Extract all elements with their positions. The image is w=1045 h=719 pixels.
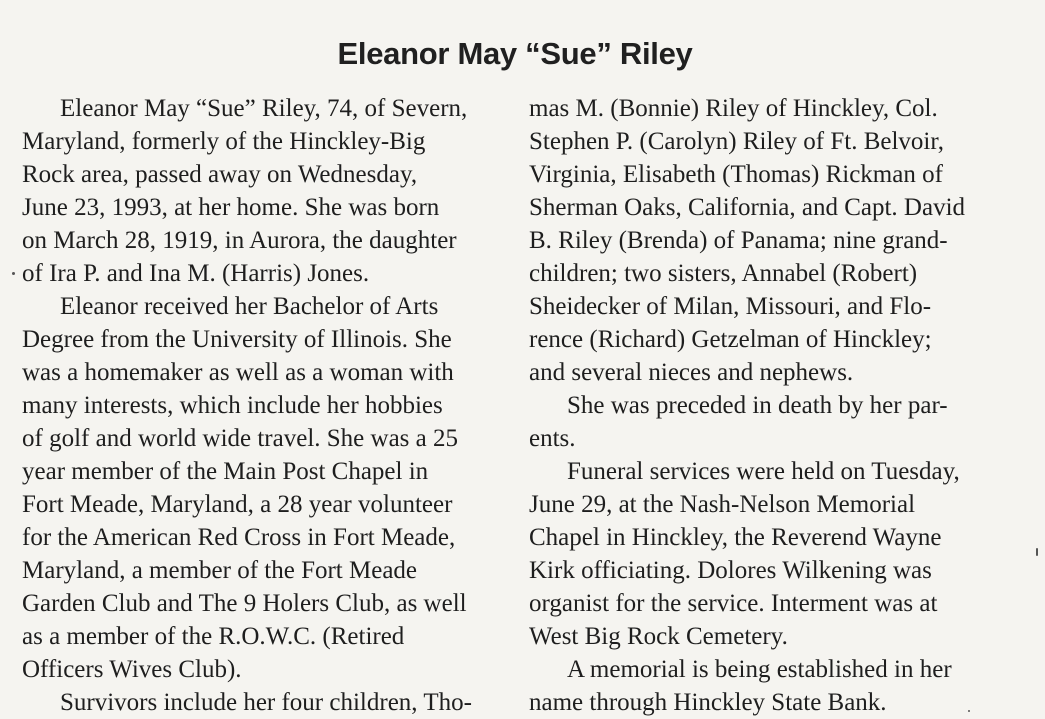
text-line: Maryland, a member of the Fort Meade [22, 557, 418, 584]
print-speck [12, 272, 15, 275]
text-line: on March 28, 1919, in Aurora, the daughter [22, 227, 457, 254]
text-line: A memorial is being established in her [567, 656, 952, 683]
obituary-title: Eleanor May “Sue” Riley [337, 36, 693, 71]
text-line: Fort Meade, Maryland, a 28 year volunteer [22, 491, 453, 518]
text-line: name through Hinckley State Bank. [529, 689, 887, 716]
text-line: year member of the Main Post Chapel in [22, 458, 429, 485]
text-line: Virginia, Elisabeth (Thomas) Rickman of [529, 161, 943, 188]
text-line: Garden Club and The 9 Holers Club, as well [22, 590, 467, 617]
text-line: West Big Rock Cemetery. [529, 623, 788, 650]
text-line: June 23, 1993, at her home. She was born [22, 194, 440, 221]
text-line: and several nieces and nephews. [529, 359, 854, 386]
text-line: Sheidecker of Milan, Missouri, and Flo- [529, 293, 932, 320]
text-line: Rock area, passed away on Wednesday, [22, 161, 418, 188]
text-line: ents. [529, 425, 576, 452]
text-line: Funeral services were held on Tuesday, [567, 458, 960, 485]
text-line: of golf and world wide travel. She was a 25 [22, 425, 458, 452]
text-line: for the American Red Cross in Fort Meade, [22, 524, 456, 551]
text-line: She was preceded in death by her par- [567, 392, 948, 419]
right-column [529, 92, 1009, 719]
text-line: of Ira P. and Ina M. (Harris) Jones. [22, 260, 370, 287]
text-line: Degree from the University of Illinois. She [22, 326, 452, 353]
text-line: B. Riley (Brenda) of Panama; nine grand- [529, 227, 948, 254]
text-line: Kirk officiating. Dolores Wilkening was [529, 557, 932, 584]
text-line: Eleanor received her Bachelor of Arts [60, 293, 439, 320]
text-line: Chapel in Hinckley, the Reverend Wayne [529, 524, 942, 551]
print-speck [1036, 548, 1038, 556]
text-line: Maryland, formerly of the Hinckley-Big [22, 128, 426, 155]
text-line: Survivors include her four children, Tho- [60, 689, 472, 716]
text-line: Eleanor May “Sue” Riley, 74, of Severn, [60, 95, 468, 122]
text-line: rence (Richard) Getzelman of Hinckley; [529, 326, 932, 353]
text-line: Officers Wives Club). [22, 656, 242, 683]
text-line: organist for the service. Interment was at [529, 590, 938, 617]
text-line: June 29, at the Nash-Nelson Memorial [529, 491, 916, 518]
print-speck [968, 710, 970, 712]
text-line: was a homemaker as well as a woman with [22, 359, 454, 386]
text-line: mas M. (Bonnie) Riley of Hinckley, Col. [529, 95, 938, 122]
text-line: Sherman Oaks, California, and Capt. David [529, 194, 966, 221]
text-line: children; two sisters, Annabel (Robert) [529, 260, 918, 287]
text-line: many interests, which include her hobbies [22, 392, 443, 419]
text-line: Stephen P. (Carolyn) Riley of Ft. Belvoir, [529, 128, 944, 155]
text-line: as a member of the R.O.W.C. (Retired [22, 623, 405, 650]
left-column [22, 92, 500, 719]
